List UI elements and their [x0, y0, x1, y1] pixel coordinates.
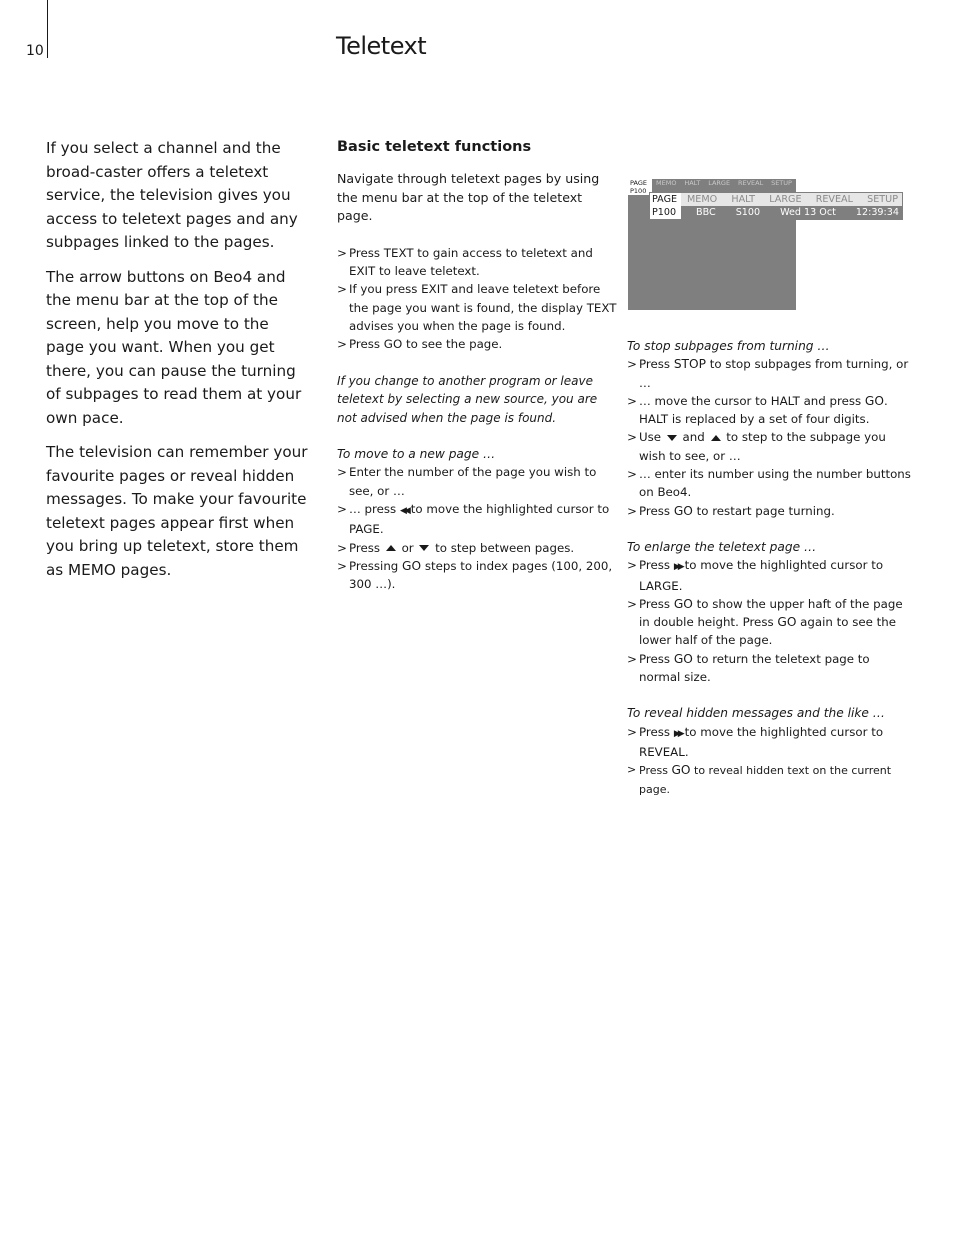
arrow-down-icon [667, 435, 677, 441]
subsection-heading: To enlarge the teletext page … [627, 539, 817, 554]
bar-label: LARGE [769, 194, 802, 205]
list-item: > … enter its number using the number buttons on Beo4. [627, 467, 911, 500]
bar-label: HALT [684, 179, 701, 187]
list-item: > Press GO to show the upper haft of the page in double height. Press GO again to see the lower half of the page. [627, 596, 903, 648]
bar-label: SETUP [771, 179, 792, 187]
fast-forward-icon: ▶▶ [673, 728, 682, 739]
key-label: GO [673, 503, 693, 518]
key-label: STOP [673, 357, 706, 372]
list-item: > … press ◀◀ to move the highlighted cursor to PAGE. [337, 501, 610, 537]
list-item: > Press ▶▶ to move the highlighted cursor to REVEAL. [627, 724, 884, 759]
arrow-down-icon [419, 545, 429, 551]
list-item: > … move the cursor to HALT and press GO. HALT is replaced by a set of four digits. [627, 393, 888, 427]
subsection-heading: To reveal hidden messages and the like … [627, 706, 885, 721]
subsection-heading: To move to a new page … [337, 447, 496, 462]
bar-value: BBC [696, 207, 716, 218]
bar-label: PAGE [628, 179, 652, 187]
page-number: 10 [26, 43, 44, 59]
key-label: GO [402, 558, 422, 573]
section-heading: Basic teletext functions [337, 139, 532, 155]
list-item: > Press STOP to stop subpages from turning, or … [627, 357, 909, 390]
list-item: > Use and to step to the subpage you wish to see, or … [627, 430, 886, 463]
basic-functions-column [337, 138, 617, 593]
list-item: > Press or to step between pages. [337, 540, 575, 555]
bar-label: MEMO [687, 194, 718, 205]
teletext-menu-bar [649, 192, 903, 220]
bar-label: PAGE [650, 193, 681, 206]
intro-paragraph: The television can remember your favourite pages or reveal hidden messages. To make your favourite teletext pages appear first when you bring up teletext, store them as MEMO pages. [46, 443, 308, 579]
list-item: > Pressing GO steps to index pages (100, 200, 300 …). [337, 558, 613, 592]
list-item: > Press TEXT to gain access to teletext and EXIT to leave teletext. [337, 245, 593, 279]
intro-column [46, 137, 308, 593]
bar-value: P100 [650, 206, 681, 219]
bar-value: 12:39:34 [855, 207, 899, 218]
bar-value: S100 [735, 207, 761, 218]
instructions-column [627, 337, 911, 799]
bar-value: P100 [628, 187, 652, 195]
header-divider [47, 0, 48, 58]
subsection-heading: To stop subpages from turning … [627, 339, 830, 353]
note-text: If you change to another program or leave teletext by selecting a new source, you are not advised when the page is found. [337, 373, 598, 425]
bar-label: MEMO [656, 179, 677, 187]
list-item: > Press ▶▶ to move the highlighted cursor to LARGE. [627, 558, 884, 593]
list-item: > If you press EXIT and leave teletext before the page you want is found, the display TEXT advises you when the page is found. [337, 282, 617, 333]
bar-label: LARGE [708, 179, 731, 187]
list-item: > Press GO to see the page. [337, 337, 503, 352]
list-item: > Press GO to return the teletext page to normal size. [627, 651, 870, 685]
page-title: Teletext [336, 32, 427, 60]
arrow-up-icon [711, 435, 721, 441]
key-label: GO [864, 393, 884, 408]
bar-label: REVEAL [815, 194, 853, 205]
key-label: GO [671, 763, 691, 778]
arrow-up-icon [386, 545, 396, 551]
bar-value: Wed 13 Oct [780, 207, 836, 218]
key-label: GO [673, 596, 693, 611]
bar-label: REVEAL [737, 179, 764, 187]
bar-label: HALT [731, 194, 756, 205]
section-intro: Navigate through teletext pages by using the menu bar at the top of the teletext page. [337, 171, 600, 224]
bar-label: SETUP [867, 194, 898, 205]
intro-paragraph: If you select a channel and the broad-caster offers a teletext service, the television gives you access to teletext pages and any subpages linked to the pages. [46, 139, 298, 251]
list-item: > Press GO to restart page turning. [627, 503, 835, 518]
intro-paragraph: The arrow buttons on Beo4 and the menu bar at the top of the screen, help you move to the page you want. When you get there, you can pause the turning of subpages to read them at your own pace. [46, 267, 302, 427]
list-item: > Enter the number of the page you wish to see, or … [337, 465, 597, 498]
list-item: > Press GO to reveal hidden text on the current page. [627, 763, 892, 796]
fast-forward-icon: ▶▶ [673, 562, 682, 573]
rewind-icon: ◀◀ [399, 505, 408, 516]
key-label: GO [673, 651, 693, 666]
key-label: GO [777, 615, 797, 630]
